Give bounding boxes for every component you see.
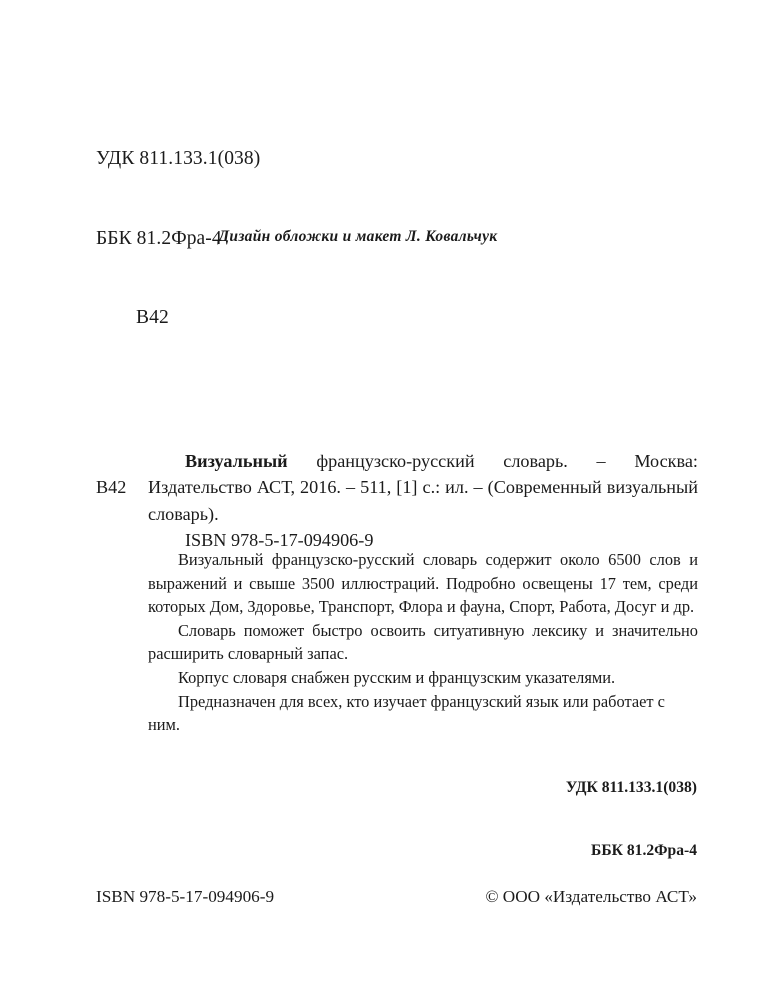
bbk-code-bottom: ББК 81.2Фра-4 — [591, 842, 697, 859]
udk-code-top: УДК 811.133.1(038) — [96, 148, 261, 169]
annotation-block — [148, 548, 698, 737]
designer-credit — [0, 228, 768, 246]
designer-credit-text: Дизайн обложки и макет Л. Ковальчук — [218, 228, 498, 245]
udk-code-bottom: УДК 811.133.1(038) — [565, 779, 697, 796]
annotation-paragraph: Предназначен для всех, кто изучает французский язык или работает с ним. — [148, 691, 665, 735]
annotation-paragraph: Визуальный французско-русский словарь содержит около 6500 слов и выражений и свыше 3500 иллюстраций. Подробно освещены 17 тем, среди которых Дом, Здоровье, Транспорт, Флора и фауна, Спорт, Работа, Досуг и др. — [148, 550, 698, 617]
bbk-code-top: ББК 81.2Фра-4 — [96, 227, 222, 249]
bibliographic-description — [148, 448, 698, 527]
classification-codes-bottom — [566, 735, 697, 903]
annotation-paragraph: Корпус словаря снабжен русским и французским указателями. — [178, 667, 616, 687]
dictionary-imprint: французско-русский словарь. – Москва: Издательство АСТ, 2016. – 511, [1] с.: ил. – (Современный визуальный словарь). — [148, 451, 698, 524]
bibliographic-record — [96, 448, 698, 553]
bibliographic-body — [148, 448, 698, 553]
annotation-paragraph: Словарь поможет быстро освоить ситуативную лексику и значительно расширить словарный запас. — [148, 620, 698, 664]
footer-isbn: ISBN 978-5-17-094906-9 — [96, 887, 275, 906]
author-mark-top: В42 — [136, 307, 169, 328]
author-mark-record: В42 — [96, 477, 127, 498]
dictionary-title: Визуальный — [185, 451, 288, 471]
footer-copyright: © ООО «Издательство АСТ» — [485, 887, 697, 906]
page-footer — [96, 885, 697, 909]
record-isbn: ISBN 978-5-17-094906-9 — [185, 529, 374, 550]
